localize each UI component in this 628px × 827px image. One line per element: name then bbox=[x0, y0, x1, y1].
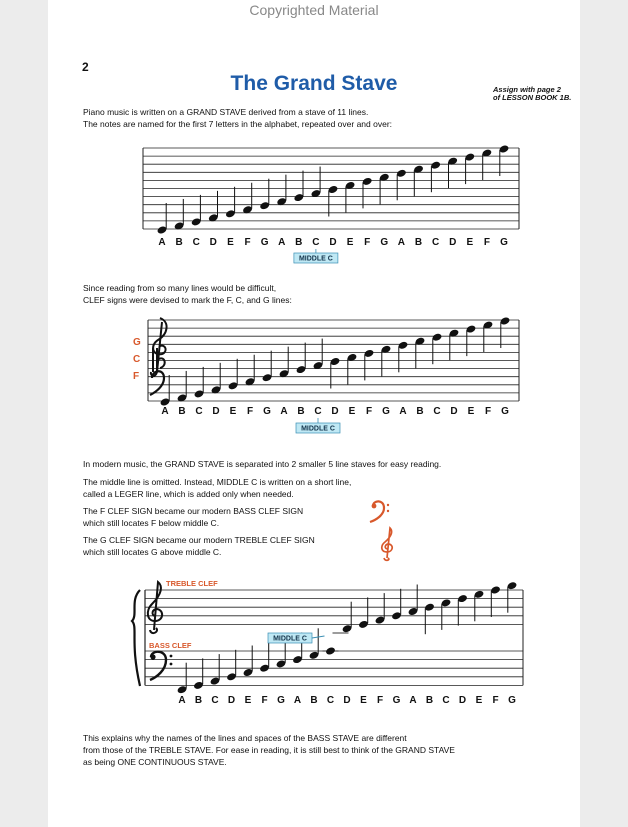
bass-clef-lower-dot bbox=[170, 663, 173, 666]
assign-note-line-1: Assign with page 2 bbox=[493, 85, 561, 94]
note-letter-5: F bbox=[244, 237, 251, 248]
note-letter-16: C bbox=[442, 695, 450, 706]
note-letter-9: C bbox=[326, 695, 335, 706]
clef-line-2: CLEF signs were devised to mark the F, C, and G lines: bbox=[83, 295, 292, 305]
note-letter-3: D bbox=[209, 237, 217, 248]
note-letter-0: A bbox=[161, 406, 169, 417]
note-letter-9: C bbox=[312, 237, 320, 248]
note-letter-7: A bbox=[280, 406, 288, 417]
closing-line-3: as being ONE CONTINUOUS STAVE. bbox=[83, 757, 227, 767]
bass-clef-upper-dot bbox=[170, 655, 173, 658]
note-letter-10: D bbox=[331, 406, 339, 417]
note-letter-19: F bbox=[492, 695, 499, 706]
middle-c-label: MIDDLE C bbox=[273, 635, 307, 643]
bass-clef-dot bbox=[150, 654, 155, 659]
treble-clef-label: TREBLE CLEF bbox=[166, 579, 218, 588]
modern-line-1: In modern music, the GRAND STAVE is separated into 2 smaller 5 line staves for easy reading. bbox=[83, 459, 442, 469]
note-letter-1: B bbox=[194, 695, 203, 706]
note-letter-18: E bbox=[467, 406, 475, 417]
note-letter-16: C bbox=[433, 406, 441, 417]
clef-letter-f: F bbox=[133, 371, 140, 382]
note-letter-7: A bbox=[278, 237, 286, 248]
note-letter-12: F bbox=[365, 406, 373, 417]
page-title: The Grand Stave bbox=[230, 72, 398, 95]
note-letter-0: A bbox=[158, 237, 166, 248]
note-letter-17: D bbox=[450, 406, 458, 417]
note-letter-12: F bbox=[376, 695, 384, 706]
note-letter-13: G bbox=[392, 695, 401, 706]
brace-icon bbox=[132, 590, 140, 686]
note-letter-10: D bbox=[329, 237, 337, 248]
note-letter-13: G bbox=[382, 406, 390, 417]
note-letter-6: G bbox=[260, 237, 269, 248]
note-letter-18: E bbox=[475, 695, 483, 706]
note-letter-6: G bbox=[277, 695, 285, 706]
closing-line-1: This explains why the names of the lines and spaces of the BASS STAVE are different bbox=[83, 733, 407, 743]
note-letter-14: A bbox=[399, 406, 407, 417]
note-letter-11: E bbox=[360, 695, 367, 706]
note-letter-1: B bbox=[178, 406, 186, 417]
note-letter-11: E bbox=[346, 237, 354, 248]
treble-clef-sign-icon bbox=[382, 528, 392, 560]
note-letter-4: E bbox=[229, 406, 237, 417]
clef-stave bbox=[133, 316, 519, 433]
modern-line-4: The F CLEF SIGN became our modern BASS CLEF SIGN bbox=[83, 506, 304, 516]
clef-line-1: Since reading from so many lines would be difficult, bbox=[83, 283, 277, 293]
note-letter-8: B bbox=[310, 695, 318, 706]
note-letter-19: F bbox=[484, 406, 492, 417]
middle-c-label: MIDDLE C bbox=[301, 425, 335, 433]
note-letter-17: D bbox=[449, 237, 457, 248]
note-head-9 bbox=[325, 646, 336, 655]
note-letter-19: F bbox=[483, 237, 490, 248]
note-letter-20: G bbox=[500, 237, 508, 248]
f-clef-mark-icon bbox=[150, 371, 164, 395]
intro-line-1: Piano music is written on a GRAND STAVE derived from a stave of 11 lines. bbox=[83, 107, 369, 117]
note-letter-9: C bbox=[314, 406, 322, 417]
note-letter-1: B bbox=[175, 237, 183, 248]
intro-line-2: The notes are named for the first 7 letters in the alphabet, repeated over and over: bbox=[83, 119, 393, 129]
page-number: 2 bbox=[82, 60, 89, 74]
note-letter-14: A bbox=[409, 695, 417, 706]
note-letter-16: C bbox=[431, 237, 440, 248]
note-letter-12: F bbox=[364, 237, 371, 248]
note-letter-17: D bbox=[458, 695, 467, 706]
note-letter-20: G bbox=[508, 695, 516, 706]
note-letter-2: C bbox=[195, 406, 203, 417]
middle-c-label: MIDDLE C bbox=[298, 255, 333, 263]
note-letter-3: D bbox=[212, 406, 220, 417]
modern-line-3: called a LEGER line, which is added only when needed. bbox=[83, 489, 294, 499]
assign-note-line-2: of LESSON BOOK 1B. bbox=[493, 93, 572, 102]
note-letter-5: F bbox=[246, 406, 254, 417]
note-letter-18: E bbox=[466, 237, 474, 248]
watermark: Copyrighted Material bbox=[249, 2, 379, 18]
clef-letter-c: C bbox=[133, 354, 141, 365]
note-letter-7: A bbox=[293, 695, 302, 706]
note-letter-8: B bbox=[297, 406, 305, 417]
note-letter-14: A bbox=[397, 237, 406, 248]
grand-stave bbox=[132, 579, 523, 706]
note-letter-6: G bbox=[263, 406, 271, 417]
bass-clef-label: BASS CLEF bbox=[149, 641, 192, 650]
note-letter-8: B bbox=[295, 237, 303, 248]
note-letter-15: B bbox=[416, 406, 424, 417]
note-letter-11: E bbox=[348, 406, 356, 417]
note-letter-2: C bbox=[211, 695, 219, 706]
note-letter-4: E bbox=[244, 695, 252, 706]
note-letter-20: G bbox=[501, 406, 509, 417]
note-letter-3: D bbox=[227, 695, 236, 706]
bass-clef-sign-icon bbox=[370, 501, 389, 522]
closing-line-2: from those of the TREBLE STAVE. For ease in reading, it is still best to think of the GRAND STAVE bbox=[83, 745, 455, 755]
note-letter-10: D bbox=[343, 695, 351, 706]
eleven-line-stave bbox=[143, 144, 519, 263]
note-letter-4: E bbox=[227, 237, 234, 248]
note-letter-0: A bbox=[178, 695, 186, 706]
note-letter-15: B bbox=[425, 695, 434, 706]
note-letter-5: F bbox=[261, 695, 268, 706]
note-letter-15: B bbox=[414, 237, 423, 248]
note-letter-13: G bbox=[380, 237, 389, 248]
modern-line-7: which still locates G above middle C. bbox=[83, 547, 222, 557]
clef-letter-g: G bbox=[133, 337, 141, 348]
modern-line-5: which still locates F below middle C. bbox=[83, 518, 220, 528]
modern-line-2: The middle line is omitted. Instead, MIDDLE C is written on a short line, bbox=[83, 477, 352, 487]
modern-line-6: The G CLEF SIGN became our modern TREBLE CLEF SIGN bbox=[83, 535, 315, 545]
note-letter-2: C bbox=[192, 237, 200, 248]
